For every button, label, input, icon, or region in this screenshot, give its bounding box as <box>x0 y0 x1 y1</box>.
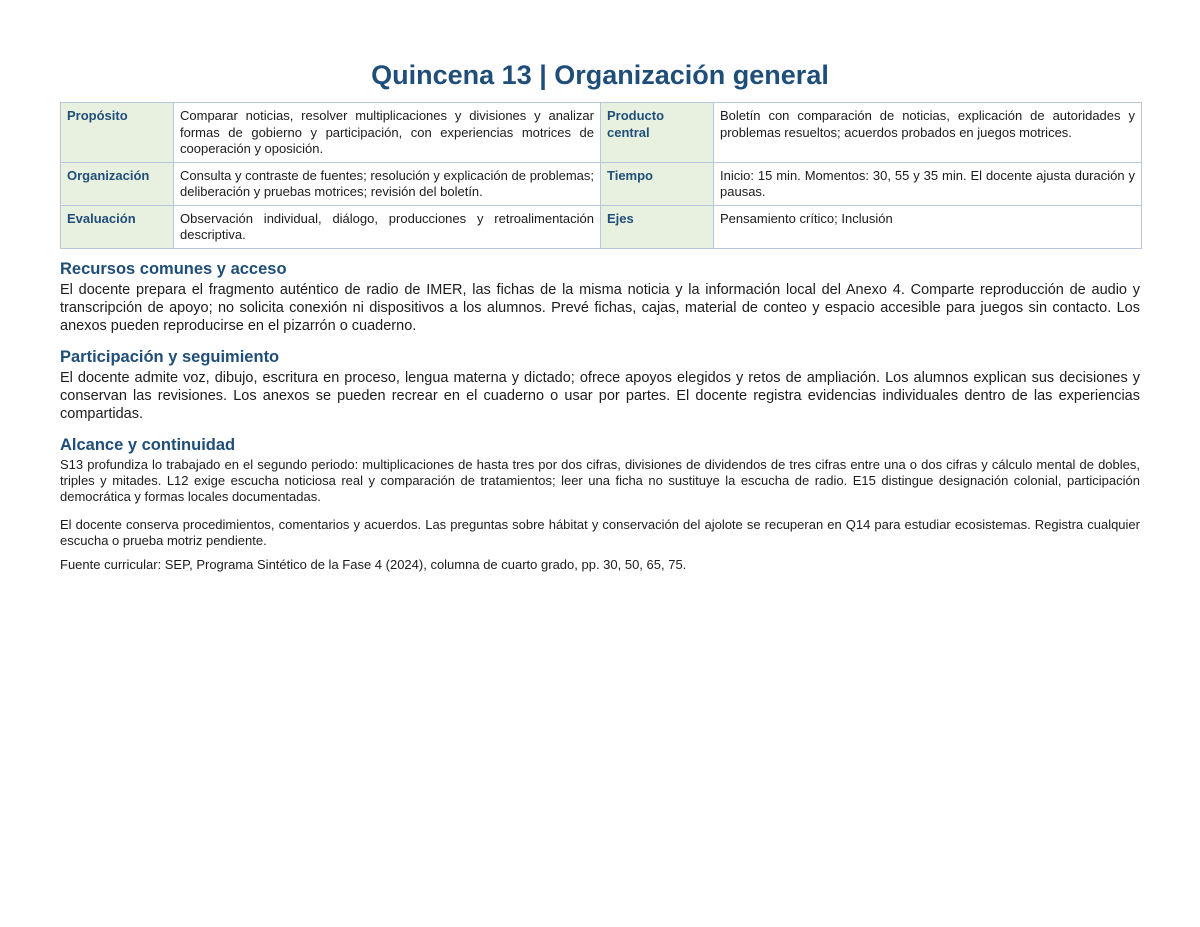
section-heading-alcance: Alcance y continuidad <box>60 435 236 454</box>
value-ejes: Pensamiento crítico; Inclusión <box>714 205 1142 248</box>
value-evaluacion: Observación individual, diálogo, producciones y retroalimentación descriptiva. <box>174 205 601 248</box>
section-text-participacion: El docente admite voz, dibujo, escritura en proceso, lengua materna y dictado; ofrece apoyos elegidos y retos de ampliación. Los alumnos explican sus decisiones y conservan las revisiones. Los anexos se pueden recrear en el cuaderno o usar por partes. El docente registra evidencias individuales dentro de las experiencias compartidas. <box>60 369 1140 422</box>
label-organizacion: Organización <box>61 162 174 205</box>
label-tiempo: Tiempo <box>601 162 714 205</box>
value-tiempo: Inicio: 15 min. Momentos: 30, 55 y 35 min. El docente ajusta duración y pausas. <box>714 162 1142 205</box>
table-row <box>61 162 1142 205</box>
page-title: Quincena 13 | Organización general <box>371 60 829 90</box>
section-text-alcance-1: S13 profundiza lo trabajado en el segundo periodo: multiplicaciones de hasta tres por dos cifras, divisiones de dividendos de tres cifras entre una o dos cifras y cálculo mental de dobles, triples y mitades. L12 exige escucha noticiosa real y comparación de tratamientos; leer una ficha no sustituye la escucha de radio. E15 distingue designación colonial, participación democrática y formas locales documentadas. <box>60 456 1140 504</box>
table-row <box>61 205 1142 248</box>
section-text-recursos: El docente prepara el fragmento auténtico de radio de IMER, las fichas de la misma noticia y la información local del Anexo 4. Comparte reproducción de audio y transcripción de apoyo; no solicita conexión ni dispositivos a los alumnos. Prevé fichas, cajas, material de conteo y espacio accesible para juegos sin contacto. Los anexos pueden reproducirse en el pizarrón o cuaderno. <box>60 281 1140 334</box>
label-evaluacion: Evaluación <box>61 205 174 248</box>
value-organizacion: Consulta y contraste de fuentes; resolución y explicación de problemas; deliberación y pruebas motrices; revisión del boletín. <box>174 162 601 205</box>
label-producto-central: Producto central <box>601 103 714 163</box>
section-heading-participacion: Participación y seguimiento <box>60 347 280 366</box>
table-row <box>61 103 1142 163</box>
value-proposito: Comparar noticias, resolver multiplicaciones y divisiones y analizar formas de gobierno y participación, con experiencias motrices de cooperación y oposición. <box>174 103 601 163</box>
label-proposito: Propósito <box>61 103 174 163</box>
value-producto-central: Boletín con comparación de noticias, explicación de autoridades y problemas resueltos; acuerdos probados en juegos motrices. <box>714 103 1142 163</box>
label-ejes: Ejes <box>601 205 714 248</box>
section-heading-recursos: Recursos comunes y acceso <box>60 259 287 278</box>
section-text-alcance-2: El docente conserva procedimientos, comentarios y acuerdos. Las preguntas sobre hábitat y conservación del ajolote se recuperan en Q14 para estudiar ecosistemas. Registra cualquier escucha o prueba motriz pendiente. <box>60 516 1140 548</box>
source-citation: Fuente curricular: SEP, Programa Sintético de la Fase 4 (2024), columna de cuarto grado, pp. 30, 50, 65, 75. <box>60 556 687 572</box>
overview-table <box>60 102 1142 249</box>
